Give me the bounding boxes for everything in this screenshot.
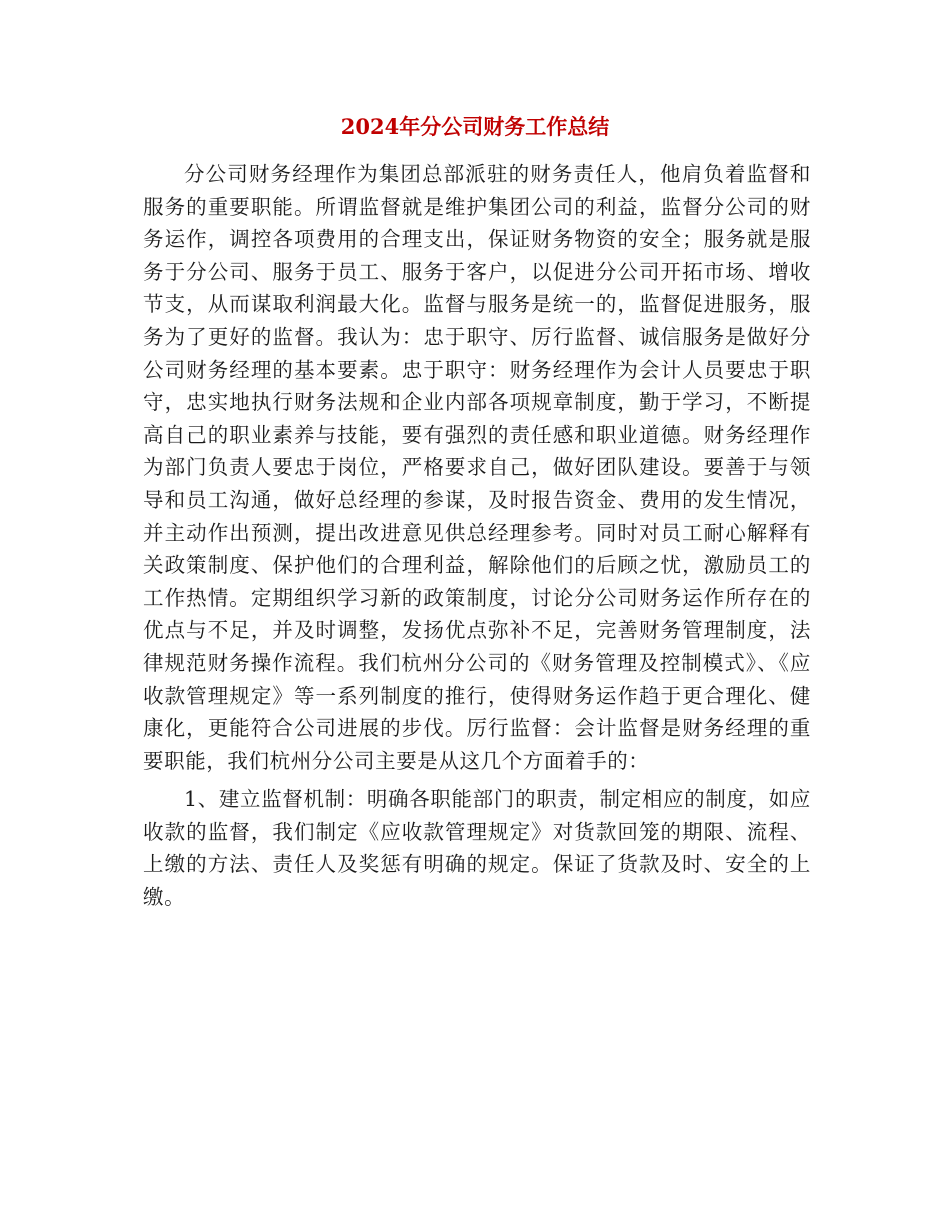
- body-paragraph-2: 1、建立监督机制：明确各职能部门的职责，制定相应的制度，如应收款的监督，我们制定《应收款管理规定》对货款回笼的期限、流程、上缴的方法、责任人及奖惩有明确的规定。保证了货款及时、安全的上缴。: [143, 787, 811, 910]
- body-paragraph-1: 分公司财务经理作为集团总部派驻的财务责任人，他肩负着监督和服务的重要职能。所谓监督就是维护集团公司的利益，监督分公司的财务运作，调控各项费用的合理支出，保证财务物资的安全；服务就是服务于分公司、服务于员工、服务于客户，以促进分公司开拓市场、增收节支，从而谋取利润最大化。监督与服务是统一的，监督促进服务，服务为了更好的监督。我认为：忠于职守、厉行监督、诚信服务是做好分公司财务经理的基本要素。忠于职守：财务经理作为会计人员要忠于职守，忠实地执行财务法规和企业内部各项规章制度，勤于学习，不断提高自己的职业素养与技能，要有强烈的责任感和职业道德。财务经理作为部门负责人要忠于岗位，严格要求自己，做好团队建设。要善于与领导和员工沟通，做好总经理的参谋，及时报告资金、费用的发生情况，并主动作出预测，提出改进意见供总经理参考。同时对员工耐心解释有关政策制度、保护他们的合理利益，解除他们的后顾之忧，激励员工的工作热情。定期组织学习新的政策制度，讨论分公司财务运作所存在的优点与不足，并及时调整，发扬优点弥补不足，完善财务管理制度，法律规范财务操作流程。我们杭州分公司的《财务管理及控制模式》、《应收款管理规定》等一系列制度的推行，使得财务运作趋于更合理化、健康化，更能符合公司进展的步伐。厉行监督：会计监督是财务经理的重要职能，我们杭州分公司主要是从这几个方面着手的：: [143, 162, 811, 773]
- document-body: [143, 158, 811, 920]
- document-title: 2024年分公司财务工作总结: [340, 114, 610, 139]
